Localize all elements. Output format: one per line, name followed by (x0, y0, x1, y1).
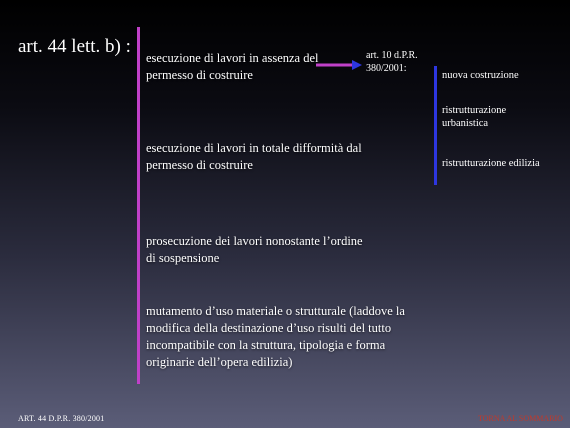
arrow-right-icon (314, 55, 364, 75)
vertical-accent-line (137, 27, 140, 384)
ref-item-ristrutturazione-edilizia: ristrutturazione edilizia (442, 158, 540, 169)
back-to-summary-link[interactable]: TORNA AL SOMMARIO (478, 414, 563, 423)
item-totale-difformita: esecuzione di lavori in totale difformità dal permesso di costruire (146, 141, 362, 172)
reference-vertical-line (434, 66, 437, 185)
reference-label: art. 10 d.P.R. 380/2001: (366, 50, 418, 74)
ref-item-nuova-costruzione: nuova costruzione (442, 70, 519, 81)
footer-label: ART. 44 D.P.R. 380/2001 (18, 414, 105, 423)
ref-item-ristrutturazione-urbanistica: ristrutturazione urbanistica (442, 105, 507, 129)
item-mutamento-uso: mutamento d’uso materiale o strutturale (laddove la modifica della destinazione d’uso risulti del tutto incompatibile con la struttura, tipologia e forma originarie dell’opera edilizia) (146, 304, 405, 369)
item-prosecuzione-lavori: prosecuzione dei lavori nonostante l’ordine di sospensione (146, 234, 363, 265)
item-assenza-permesso: esecuzione di lavori in assenza del permesso di costruire (146, 51, 319, 82)
slide-title: art. 44 lett. b) : (18, 36, 131, 57)
